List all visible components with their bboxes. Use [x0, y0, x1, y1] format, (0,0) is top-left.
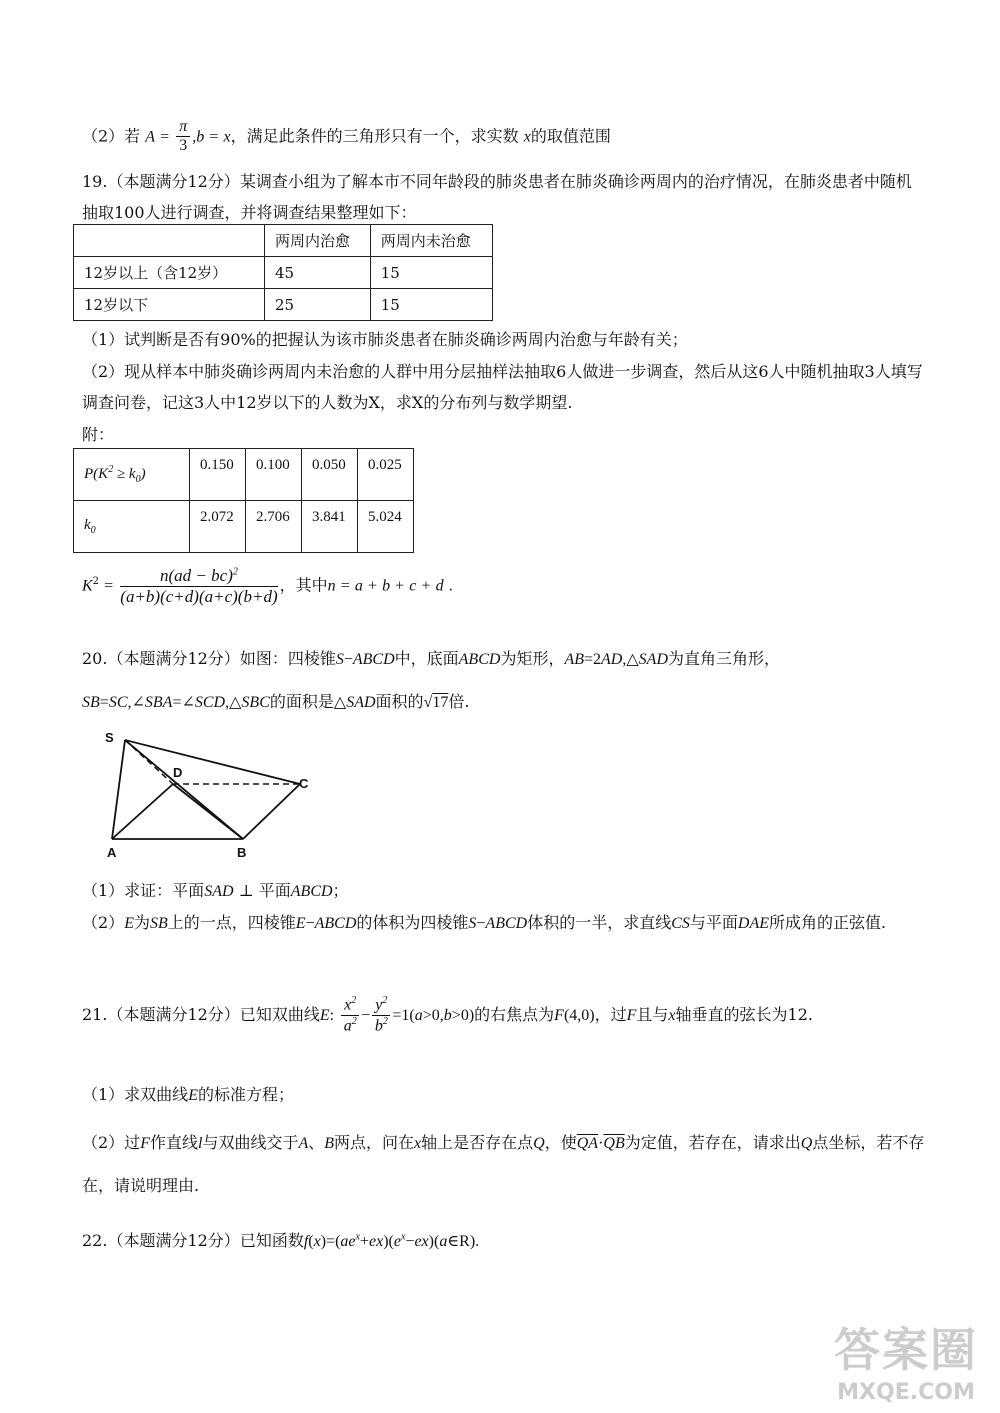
- watermark: [834, 1314, 978, 1405]
- label-S: S: [105, 730, 114, 745]
- q21-stem: 21.（本题满分12分）已知双曲线E: $\frac{x^2}{a^2}$ − $\frac{y^2}{b^2}$ =1(a>0,b>0)的右焦点为F(4,0)，过F且与x轴垂直的弦长为12.: [82, 995, 813, 1035]
- q20-part1: （1）求证：平面SAD ⊥ 平面ABCD；: [82, 881, 349, 900]
- label-C: C: [299, 776, 309, 791]
- q20-stem: 20.（本题满分12分）如图：四棱锥S−ABCD中，底面ABCD为矩形，AB=2AD,△SAD为直角三角形，SB=SC,∠SBA=∠SCD,△SBC的面积是△SAD面积的√17倍.: [82, 649, 781, 711]
- q21-part1: （1）求双曲线E的标准方程；: [82, 1085, 294, 1104]
- q20-part2: （2）E为SB上的一点，四棱锥E−ABCD的体积为四棱锥S−ABCD体积的一半，求直线CS与平面DAE所成角的正弦值.: [82, 913, 887, 932]
- q19-appendix: 附：: [82, 425, 115, 444]
- watermark-bottom: MXQE.COM: [837, 1380, 975, 1405]
- q18-part2: （2）若 A = $\frac{\pi}{3}$ ,b = x，满足此条件的三角形只有一个，求实数 x的取值范围: [82, 118, 611, 155]
- label-B: B: [237, 845, 247, 860]
- q19-table: 两周内治愈 两周内未治愈 12岁以上（含12岁） 45 15 12岁以下 25 15: [73, 224, 493, 321]
- label-A: A: [107, 845, 117, 860]
- q21-part2: （2）过F作直线l与双曲线交于A、B两点，问在x轴上是否存在点Q，使$\overline{QA}\cdot\overline{QB}$为定值，若存在，请求出Q点坐标，若不存在，请说明理由.: [82, 1133, 925, 1196]
- q19-part1: （1）试判断是否有90%的把握认为该市肺炎患者在肺炎确诊两周内治愈与年龄有关；: [82, 330, 688, 349]
- q19-k-table: $P(K^2 \ge k_0)$ 0.150 0.100 0.050 0.025 $k_0$ 2.072 2.706 3.841 5.024: [73, 448, 414, 553]
- k2-formula: $K^2$ = $\frac{n(ad - bc)^2}{(a+b)(c+d)(a+c)(b+d)}$ ，其中n = a + b + c + d .: [82, 566, 453, 606]
- q19-part2: （2）现从样本中肺炎确诊两周内未治愈的人群中用分层抽样法抽取6人做进一步调查，然后从这6人中随机抽取3人填写调查问卷，记这3人中12岁以下的人数为X，求X的分布列与数学期望.: [82, 362, 923, 413]
- q22-stem: 22.（本题满分12分）已知函数$f(x)=(ae^x+ex)(e^x-ex)(a\in R)$.: [82, 1231, 480, 1250]
- q19-intro: 19.（本题满分12分）某调查小组为了解本市不同年龄段的肺炎患者在肺炎确诊两周内的治疗情况，在肺炎患者中随机抽取100人进行调查，并将调查结果整理如下：: [82, 172, 912, 223]
- label-D: D: [173, 765, 183, 780]
- watermark-top: 答案圈: [834, 1323, 978, 1377]
- pyramid-figure: [75, 722, 325, 862]
